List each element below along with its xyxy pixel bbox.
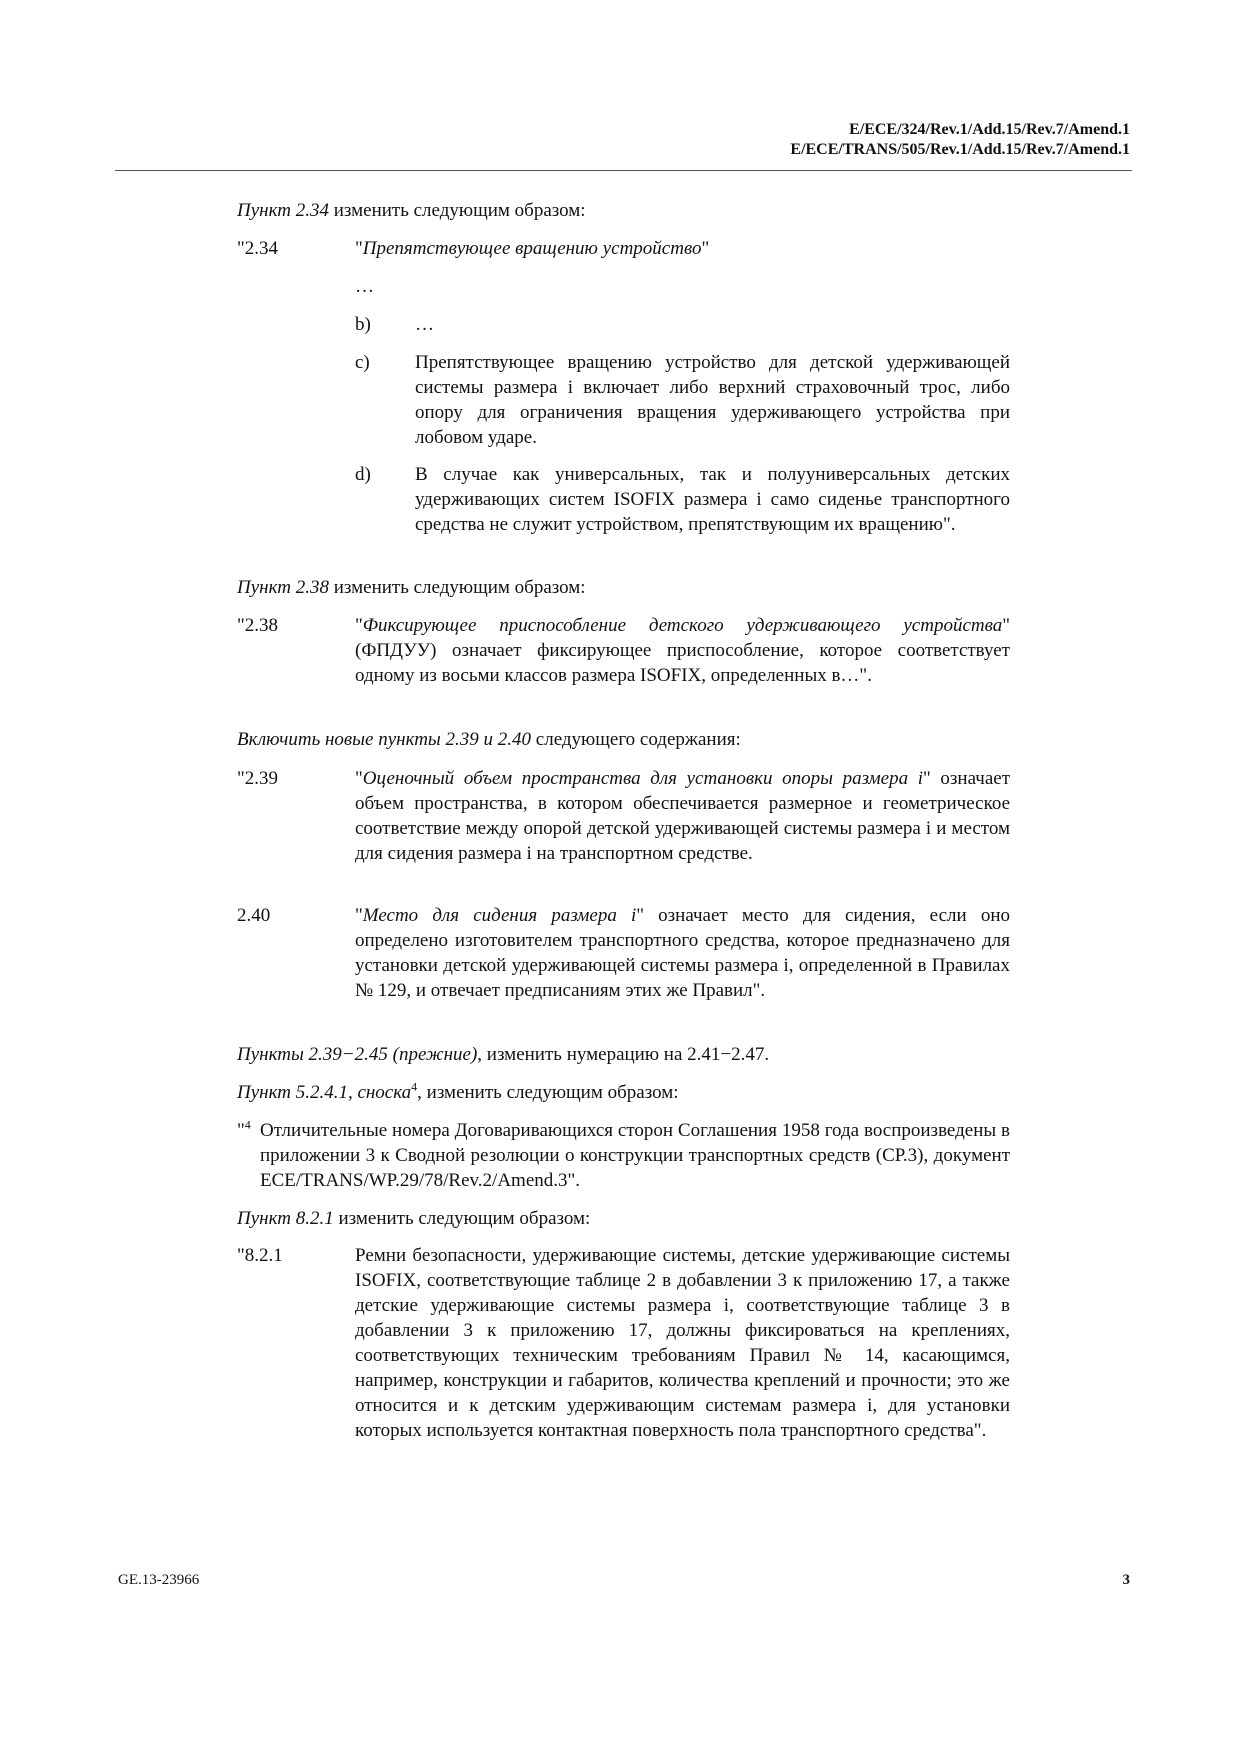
instruction-2-34 [237, 198, 1010, 223]
instruction-renumber: Пункты 2.39−2.45 (прежние), изменить нумерацию на 2.41−2.47. [237, 1044, 770, 1065]
doc-symbol-2: E/ECE/TRANS/505/Rev.1/Add.15/Rev.7/Amend.1 [790, 141, 1130, 158]
doc-symbol-1: E/ECE/324/Rev.1/Add.15/Rev.7/Amend.1 [849, 121, 1130, 138]
para-number: "2.34 [237, 238, 279, 259]
instruction-2-39-2-40: Включить новые пункты 2.39 и 2.40 следующего содержания: [237, 729, 741, 750]
instr-text: изменить следующим образом: [328, 200, 586, 221]
document-page: E/ECE/324/Rev.1/Add.15/Rev.7/Amend.1 E/ECE/TRANS/505/Rev.1/Add.15/Rev.7/Amend.1 Пункт 2.34 изменить следующим образом: "2.34 "Препятствующее вращению устройство" … b) … c) Препятствующее вращению устройство для детской удерживающей системы размера i включает либо верхний страховочный трос, либо опору для ограничения вращения удерживающего устройства при лобовом ударе. d) В случае как универсальных, так и полууниверсальных детских удерживающих систем ISOFIX размера i само сиденье транспортного средства не служит устройством, препятствующим их вращению". Пункт 2.38 изменить следующим образом: "2.38 "Фиксирующее приспособление детского удерживающего устройства" (ФПДУУ) означает фиксирующее приспособление, которое соответствует одному из восьми классов размера ISOFIX, определенных в…". Включить новые пункты 2.39 и 2.40 следующего содержания: "2.39 "Оценочный объем пространства для установки опоры размера i" означает объем пространства, в котором обеспечивается размерное и геометрическое соответствие между опорой детской удерживающей системы размера i и местом для сидения размера i на транспортном средстве. 2.40 "Место для сидения размера i" означает место для сидения, если оно определено изготовителем транспортного средства, которое предназначено для установки детской удерживающей системы размера i, определенной в Правилах № 129, и отвечает предписаниям этих же Правил". Пункты 2.39−2.45 (прежние), изменить нумерацию на 2.41−2.47. Пункт 5.2.4.1, сноска$^4$, изменить следующим образом: "$^4$ Отличительные номера Договаривающихся сторон Соглашения 1958 года воспроизведены в приложении 3 к Сводной резолюции о конструкции транспортных средств (СР.3), документ ECE/TRANS/WP.29/78/Rev.2/Amend.3". Пункт 8.2.1 изменить следующим образом: "8.2.1 Ремни безопасности, удерживающие системы, детские удерживающие системы ISOFIX, соответствующие таблице 2 в добавлении 3 к приложению 17, а также детские удерживающие системы размера i, соответствующие таблице 3 в добавлении 3 к приложению 17, должны фиксироваться на креплениях, соответствующих техническим требованиям Правил № 14, касающимся, например, конструкции и габаритов, количества креплений и прочности; это же относится и к детским удерживающим системам размера i, для установки которых используется контактная поверхность пола транспортного средства". GE.13-23966 3 [0, 0, 1240, 1755]
footer-job-number: GE.13-23966 [118, 1572, 200, 1588]
instr-ref: Пункт 2.34 [237, 200, 329, 221]
page-number: 3 [1122, 1572, 1130, 1588]
instruction-8-2-1: Пункт 8.2.1 изменить следующим образом: [237, 1208, 591, 1229]
instruction-2-38: Пункт 2.38 изменить следующим образом: [237, 577, 586, 598]
para-text: "Препятствующее вращению устройство" [355, 238, 710, 259]
header-rule [115, 170, 1132, 171]
instruction-footnote: Пункт 5.2.4.1, сноска$^4$, изменить следующим образом: [237, 1079, 679, 1103]
